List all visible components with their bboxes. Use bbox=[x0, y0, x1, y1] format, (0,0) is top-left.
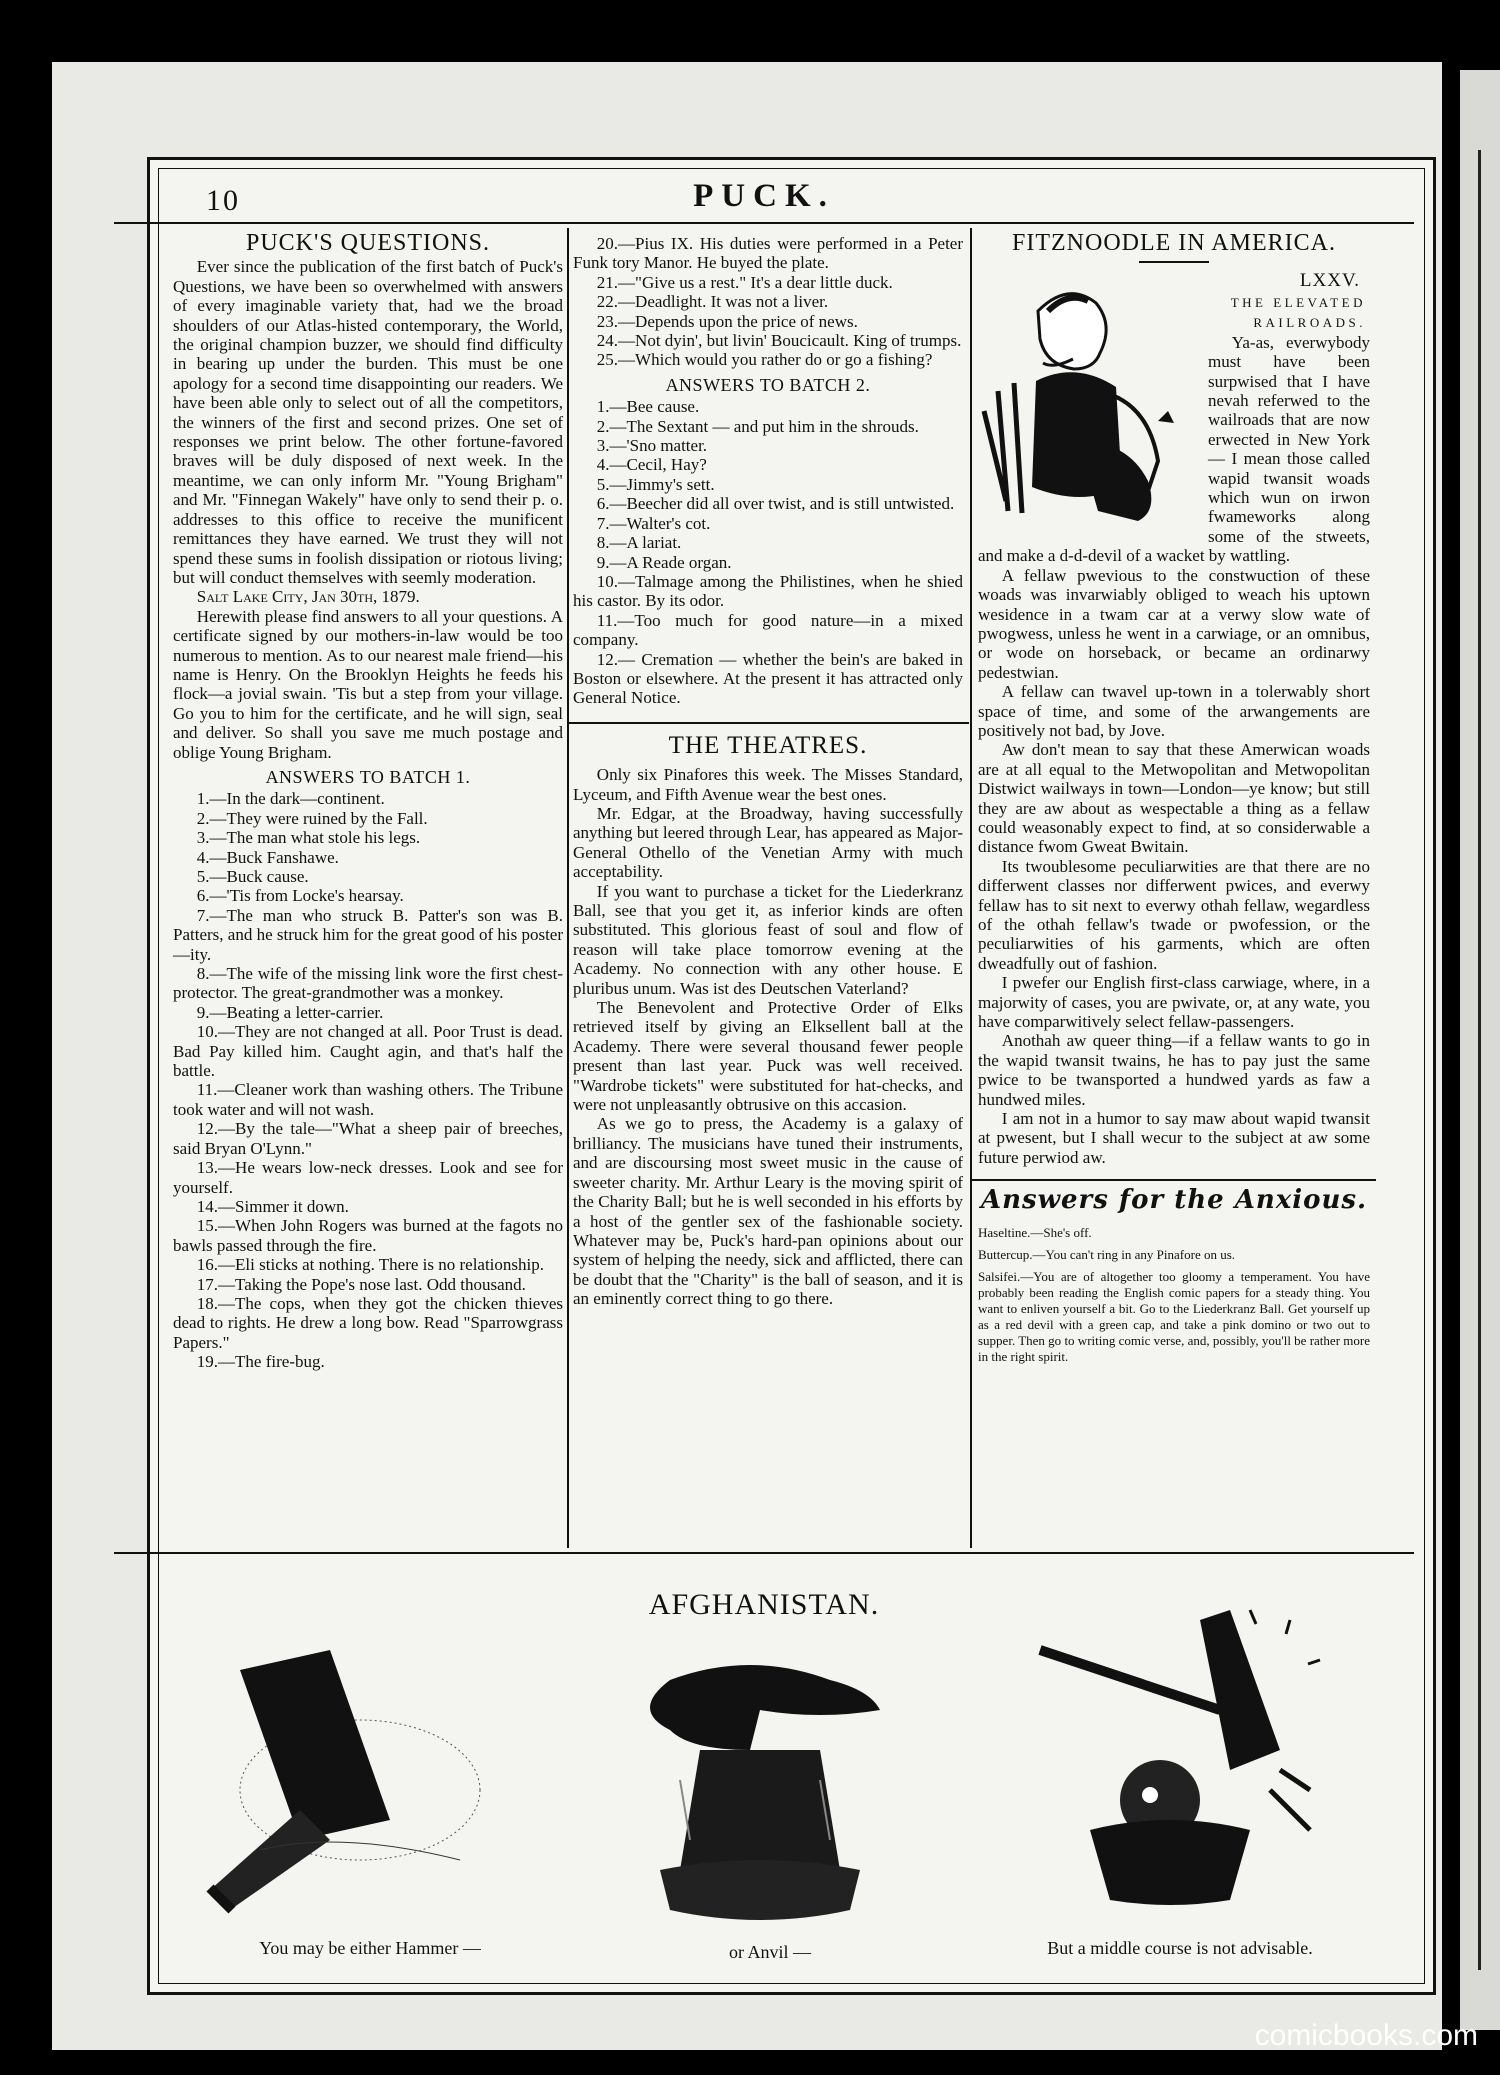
anxious-title: Answers for the Anxious. bbox=[980, 1185, 1368, 1216]
questions-dateline: Salt Lake City, Jan 30th, 1879. bbox=[196, 587, 420, 607]
answer-item: 22.—Deadlight. It was not a liver. bbox=[596, 292, 829, 312]
theatres-paragraph: The Benevolent and Protective Order of Elks retrieved itself by giving an Elksellent ball at the Academy. There were several thousand fewer people present than last year. Puck was well received. "Wardrobe tickets" were substituted for hat-checks, and were not unpleasantly obtrusive on this accasion. bbox=[573, 998, 963, 1115]
fitznoodle-paragraph: Aw don't mean to say that these Amerwican woads are at all equal to the Metwopolitan and Metwopolitan Distwict wailways in town—London—ye know; but still they are aw about as wespectable a thing as a fellaw could weasonably expect to find, at so considerwable a distance fwom Gweat Bwitain. bbox=[978, 740, 1370, 857]
anvil-illustration bbox=[620, 1650, 890, 1930]
answer-item: 19.—The fire-bug. bbox=[196, 1352, 325, 1372]
batch1-continued-list bbox=[573, 234, 963, 370]
column-rule-2 bbox=[970, 228, 972, 1548]
questions-intro: Ever since the publication of the first batch of Puck's Questions, we have been so overwhelmed with answers of every imaginable variety that, had we the broad shoulders of our Atlas-histed contemporary, the World, the original champion buzzer, we should find difficulty in bearing up under the burden. This must be one apology for a second time disappointing our readers. We have been able only to select out of all the competitors, the winners of the first and second prizes. One set of responses we print below. The other fortune-favored braves will be duly disposed of next week. In the meantime, we can only inform Mr. "Young Brigham" and Mr. "Finnegan Wakely" have only to send their p. o. addresses to this office to receive the munificent remittances they have earned. We trust they will not spend these sums in foolish dissipation or riotous living; but will conduct themselves with seemly moderation. bbox=[173, 257, 563, 587]
caption-middle-course: But a middle course is not advisable. bbox=[1047, 1938, 1313, 1958]
fitznoodle-subtitle-2: RAILROADS. bbox=[1253, 314, 1366, 330]
fitznoodle-title: FITZNOODLE IN AMERICA. bbox=[1012, 230, 1336, 256]
page-number: 10 bbox=[206, 184, 240, 217]
caption-anvil: or Anvil — bbox=[728, 1942, 811, 1962]
answer-item: 11.—Too much for good nature—in a mixed company. bbox=[573, 610, 963, 650]
answer-item: 10.—Talmage among the Philistines, when he shied his castor. By its odor. bbox=[573, 571, 963, 611]
fitznoodle-paragraph: I am not in a humor to say maw about wapid twansit at pwesent, but I shall wecur to the subject at aw some future perwiod aw. bbox=[978, 1109, 1370, 1167]
answer-item: 5.—Buck cause. bbox=[196, 867, 309, 886]
facing-page-edge bbox=[1460, 70, 1500, 2030]
answer-item: 13.—He wears low-neck dresses. Look and see for yourself. bbox=[173, 1158, 563, 1197]
fitznoodle-portrait bbox=[978, 271, 1200, 523]
theatres-text bbox=[573, 765, 963, 1308]
answer-item: 15.—When John Rogers was burned at the fagots no bawls passed through the fire. bbox=[173, 1216, 563, 1255]
batch2-list bbox=[573, 397, 963, 708]
fitznoodle-paragraph: Ya-as, everwybody must have been surpwised that I have nevah referwed to the wailroads that are now erwected in New York — I mean those called wapid twansit woads which wun on irwon fwameworks along some of the stweets, and make a d-d-devil of a wacket by wattling. bbox=[978, 332, 1370, 566]
answer-item: 11.—Cleaner work than washing others. The Tribune took water and will not wash. bbox=[173, 1080, 563, 1119]
answer-item: 10.—They are not changed at all. Poor Trust is dead. Bad Pay killed him. Caught agin, and that's half the battle. bbox=[173, 1022, 563, 1081]
answer-item: 25.—Which would you rather do or go a fishing? bbox=[596, 350, 933, 370]
answer-item: 8.—The wife of the missing link wore the first chest-protector. The great-grandmother was a monkey. bbox=[173, 964, 563, 1003]
theatres-paragraph: If you want to purchase a ticket for the Liederkranz Ball, see that you get it, as inferior kinds are often substituted. This glorious feast of soul and flow of reason will take place tomorrow evening at the Academy. No connection with any other house. E pluribus unum. Was ist des Deutschen Vaterland? bbox=[573, 881, 963, 998]
answer-item: 21.—"Give us a rest." It's a dear little duck. bbox=[596, 272, 893, 292]
caption-hammer: You may be either Hammer — bbox=[259, 1938, 481, 1958]
answer-item: 12.—By the tale—"What a sheep pair of breeches, said Bryan O'Lynn." bbox=[173, 1119, 563, 1158]
anxious-answer: Haseltine.—She's off. bbox=[978, 1224, 1092, 1240]
answer-item: 12.— Cremation — whether the bein's are baked in Boston or elsewhere. At the present it has attracted only General Notice. bbox=[573, 649, 963, 708]
batch1-title: ANSWERS TO BATCH 1. bbox=[265, 766, 471, 787]
answer-item: 24.—Not dyin', but livin' Boucicault. King of trumps. bbox=[596, 331, 962, 351]
header-rule bbox=[114, 222, 1414, 224]
answer-item: 4.—Cecil, Hay? bbox=[596, 455, 707, 475]
answer-item: 3.—The man what stole his legs. bbox=[196, 828, 421, 848]
anxious-text bbox=[978, 1225, 1370, 1365]
answer-item: 6.—Beecher did all over twist, and is still untwisted. bbox=[596, 494, 955, 514]
answer-item: 23.—Depends upon the price of news. bbox=[596, 311, 858, 331]
answer-item: 2.—The Sextant — and put him in the shrouds. bbox=[596, 416, 919, 436]
theatres-rule bbox=[567, 722, 969, 724]
answer-item: 4.—Buck Fanshawe. bbox=[196, 847, 339, 867]
answer-item: 14.—Simmer it down. bbox=[196, 1196, 349, 1216]
answer-item: 3.—'Sno matter. bbox=[596, 436, 708, 456]
fitznoodle-paragraph: Anothah aw queer thing—if a fellaw wants to go in the wapid twansit twains, he has to pay just the same pwice to be twansported a hundwed yards as faw a hundwed miles. bbox=[978, 1031, 1370, 1109]
anxious-rule bbox=[972, 1179, 1376, 1181]
fitznoodle-subtitle-1: THE ELEVATED bbox=[1230, 294, 1366, 310]
batch1-list bbox=[173, 789, 563, 1371]
batch2-title: ANSWERS TO BATCH 2. bbox=[665, 374, 871, 395]
section-rule bbox=[114, 1552, 1414, 1554]
hammer-and-anvil-crushed-figure-illustration bbox=[1010, 1600, 1340, 1920]
questions-title: PUCK'S QUESTIONS. bbox=[245, 230, 491, 256]
answer-item: 5.—Jimmy's sett. bbox=[596, 474, 715, 494]
fitznoodle-number: LXXV. bbox=[1299, 270, 1360, 292]
theatres-title: THE THEATRES. bbox=[668, 731, 868, 759]
column-rule-1 bbox=[567, 228, 569, 1548]
column-puck-questions bbox=[173, 230, 563, 1372]
answer-item: 1.—In the dark—continent. bbox=[196, 789, 385, 809]
answer-item: 1.—Bee cause. bbox=[596, 397, 700, 417]
answer-item: 9.—Beating a letter-carrier. bbox=[196, 1002, 384, 1022]
answer-item: 2.—They were ruined by the Fall. bbox=[196, 808, 428, 828]
column-fitznoodle bbox=[978, 230, 1370, 1371]
theatres-paragraph: As we go to press, the Academy is a galaxy of brilliancy. The musicians have tuned their instruments, and are discoursing most sweet music in the cause of sweeter charity. Mr. Arthur Leary is the moving spirit of the Charity Ball; but he is well seconded in his efforts by a host of the gentler sex of the fashionable society. Whatever may be, Puck's hard-pan opinions about our system of helping the needy, sick and afflicted, there can be doubt that the "Charity" is the ball of season, and it is an eminently correct thing to go there. bbox=[573, 1114, 963, 1309]
masthead: PUCK. bbox=[693, 178, 835, 214]
anxious-answer: Salsifei.—You are of altogether too gloomy a temperament. You have probably been reading the English comic papers for a steady thing. You want to enliven yourself a bit. Go to the Liederkranz Ball. Get yourself up as a red devil with a green cap, and take a pink domino or two out to supper. Then go to writing comic verse, and, possibly, you'll be rather more in the right spirit. bbox=[978, 1268, 1370, 1364]
fitznoodle-paragraph: A fellaw can twavel up-town in a tolerwably short space of time, and some of the arwangements are positively not bad, by Jove. bbox=[978, 682, 1370, 740]
answer-item: 18.—The cops, when they got the chicken thieves dead to rights. He drew a long bow. Read "Sparrowgrass Papers." bbox=[173, 1293, 563, 1352]
theatres-paragraph: Mr. Edgar, at the Broadway, having successfully anything but leered through Lear, has appeared as Major-General Othello of the Venetian Army with much acceptability. bbox=[573, 803, 963, 882]
answer-item: 6.—'Tis from Locke's hearsay. bbox=[196, 886, 404, 906]
questions-letter: Herewith please find answers to all your questions. A certificate signed by our mothers-in-law would be too numerous to mention. As to our nearest male friend—his name is Henry. On the Brooklyn Heights he feeds his flock—a jovial swain. 'Tis but a step from your village. Go you to him for the certificate, and he will sign, seal and deliver. So shall you save me much postage and oblige Young Brigham. bbox=[173, 606, 563, 762]
answer-item: 17.—Taking the Pope's nose last. Odd thousand. bbox=[196, 1274, 526, 1294]
answer-item: 8.—A lariat. bbox=[596, 533, 682, 553]
anxious-answer: Buttercup.—You can't ring in any Pinafore on us. bbox=[978, 1246, 1236, 1262]
hammer-illustration bbox=[200, 1630, 520, 1920]
answer-item: 9.—A Reade organ. bbox=[596, 552, 732, 572]
page-header bbox=[114, 178, 1414, 222]
cartoon-title: AFGHANISTAN. bbox=[648, 1588, 880, 1621]
answer-item: 7.—Walter's cot. bbox=[596, 513, 711, 533]
fitznoodle-paragraph: Its twoublesome peculiarwities are that there are no differwent classes nor differwent pwices, and everwy fellaw has to sit next to everwy othah fellaw, wegardless of the othah fellaw's twade or pwofession, or the peculiarwities of his garments, which are often dweadfully out of fashion. bbox=[978, 856, 1370, 973]
answer-item: 20.—Pius IX. His duties were performed in a Peter Funk tory Manor. He buyed the plate. bbox=[573, 234, 963, 273]
fitznoodle-paragraph: I pwefer our English first-class carwiage, where, in a majorwity of cases, you are pwivate, or, at any wate, you have comparwitively select fellaw-passengers. bbox=[978, 973, 1370, 1032]
fitznoodle-paragraph: A fellaw pwevious to the constwuction of these woads was invarwiably obliged to weach his uptown wesidence in a twam car at a verwy slow wate of pwogwess, unless he went in a carwiage, or an omnibus, or wode on horseback, or became an ordinarwy pedestwian. bbox=[978, 565, 1370, 682]
fitznoodle-rule bbox=[1139, 261, 1209, 263]
answer-item: 16.—Eli sticks at nothing. There is no relationship. bbox=[196, 1255, 544, 1275]
theatres-paragraph: Only six Pinafores this week. The Misses Standard, Lyceum, and Fifth Avenue wear the best ones. bbox=[573, 765, 963, 804]
answer-item: 7.—The man who struck B. Patter's son was B. Patters, and he struck him for the great good of his poster—ity. bbox=[173, 905, 563, 964]
column-middle bbox=[573, 234, 963, 1309]
watermark: comicbooks.com bbox=[1254, 2019, 1478, 2052]
